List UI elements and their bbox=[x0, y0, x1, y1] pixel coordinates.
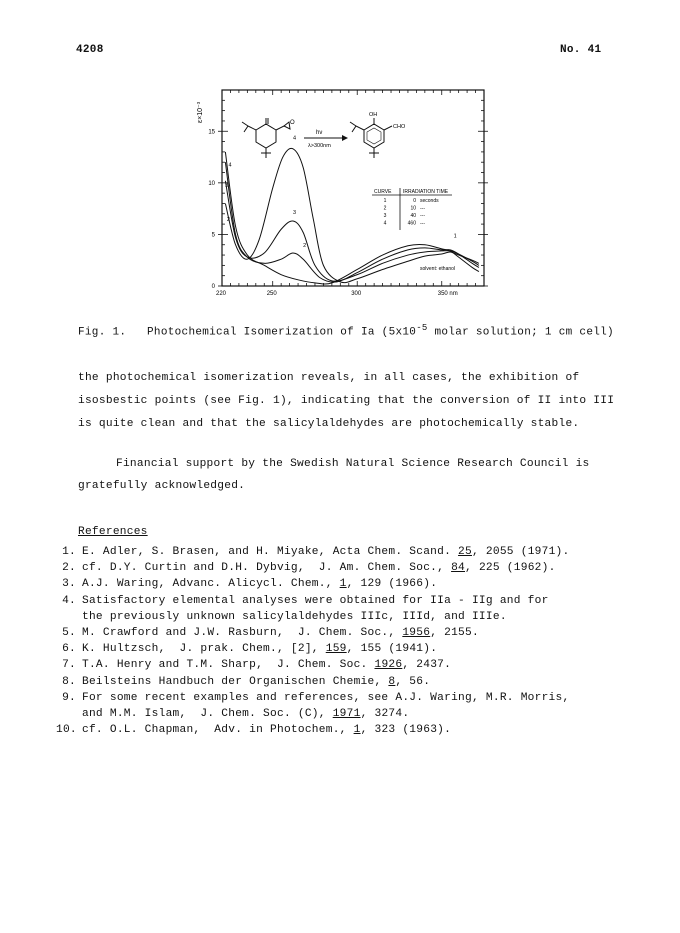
curve-label: 4 bbox=[292, 135, 297, 142]
reference-number: 3. bbox=[62, 578, 76, 591]
epoxide-o-label: O bbox=[290, 120, 295, 126]
curve-label-side: 2 bbox=[226, 217, 230, 224]
reference-text: the previously unknown salicylaldehydes IIIc, IIId, and IIIe. bbox=[82, 610, 507, 623]
legend-cell: 1 bbox=[383, 198, 387, 204]
table-header-curve: CURVE bbox=[374, 189, 392, 195]
reference-text: Beilsteins Handbuch der Organischen Chemie, bbox=[82, 675, 389, 688]
references-heading: References bbox=[78, 526, 148, 538]
y-tick-labels bbox=[208, 129, 215, 290]
reference-text: K. Hultzsch, J. prak. Chem., [2], bbox=[82, 643, 326, 656]
reference-tail: , 3274. bbox=[360, 708, 410, 720]
uv-spectrum-figure bbox=[190, 78, 490, 310]
reference-item bbox=[56, 643, 437, 655]
caption-text: Photochemical Isomerization of Ia (5x10 bbox=[147, 326, 417, 339]
reference-tail: , 155 (1941). bbox=[346, 643, 438, 656]
legend-cell: 2 bbox=[383, 205, 387, 212]
y-tick-label: 15 bbox=[208, 129, 215, 136]
cho-label: CHO bbox=[393, 124, 406, 130]
reference-text: cf. D.Y. Curtin and D.H. Dybvig, J. Am. Chem. Soc., bbox=[82, 562, 452, 575]
legend-cell: 0 bbox=[413, 198, 416, 204]
spectrum-curve-1 bbox=[225, 152, 479, 284]
spectrum-curve-4 bbox=[225, 148, 479, 282]
reference-item bbox=[56, 659, 451, 671]
reference-text: A.J. Waring, Advanc. Alicycl. Chem., bbox=[82, 578, 340, 591]
reference-item bbox=[56, 546, 569, 558]
reactant-structure bbox=[242, 118, 290, 158]
reference-volume: 159 bbox=[325, 643, 347, 656]
legend-cell: 3 bbox=[383, 213, 387, 219]
reference-volume: 8 bbox=[388, 675, 396, 688]
product-structure bbox=[350, 118, 392, 158]
legend-cell: 10 bbox=[410, 205, 416, 212]
reference-text: T.A. Henry and T.M. Sharp, J. Chem. Soc. bbox=[82, 659, 375, 672]
reference-text: and M.M. Islam, J. Chem. Soc. (C), bbox=[82, 708, 333, 720]
reference-text: Satisfactory elemental analyses were obtained for IIa - IIg and for bbox=[82, 594, 549, 607]
curve-label: 1 bbox=[453, 233, 457, 240]
reference-number: 2. bbox=[62, 562, 76, 575]
reference-volume: 84 bbox=[451, 562, 466, 575]
y-tick-label: 10 bbox=[208, 180, 215, 187]
issue-number: No. 41 bbox=[560, 44, 602, 56]
reference-item bbox=[56, 708, 409, 720]
solvent-note: solvent: ethanol bbox=[420, 266, 456, 272]
reference-item bbox=[56, 692, 569, 704]
reaction-arrow bbox=[304, 135, 348, 141]
reference-item bbox=[56, 627, 479, 639]
legend-cell: 4 bbox=[383, 220, 387, 227]
page-number: 4208 bbox=[76, 44, 104, 56]
spectrum-curves bbox=[225, 148, 479, 284]
caption-text-end: molar solution; 1 cm cell) bbox=[427, 326, 614, 339]
reference-text: E. Adler, S. Brasen, and H. Miyake, Acta Chem. Scand. bbox=[82, 546, 459, 558]
legend-cell: 460 bbox=[407, 220, 416, 227]
arrow-label-top: hν bbox=[316, 130, 323, 136]
legend-cell: --- bbox=[420, 220, 425, 227]
reference-tail: , 56. bbox=[395, 675, 431, 688]
reference-item bbox=[56, 595, 549, 607]
reference-text: For some recent examples and references, see A.J. Waring, M.R. Morris, bbox=[82, 691, 570, 704]
curve-label: 2 bbox=[303, 242, 307, 249]
reference-item bbox=[56, 724, 451, 736]
reference-volume: 1 bbox=[353, 724, 361, 737]
reference-item bbox=[56, 611, 507, 623]
y-tick-label: 5 bbox=[211, 232, 215, 239]
acknowledgement-line: gratefully acknowledged. bbox=[78, 480, 246, 492]
reference-volume: 1956 bbox=[402, 627, 431, 639]
curve-label-side: 3 bbox=[225, 182, 229, 189]
x-tick-label: 250 bbox=[266, 291, 277, 297]
spectrum-curve-2 bbox=[225, 162, 479, 282]
caption-exponent: -5 bbox=[416, 323, 428, 333]
y-tick-label: 0 bbox=[211, 284, 215, 290]
acknowledgement-line: Financial support by the Swedish Natural Science Research Council is bbox=[116, 458, 590, 470]
body-line: the photochemical isomerization reveals, in all cases, the exhibition of bbox=[78, 372, 580, 384]
caption-label: Fig. 1. bbox=[78, 326, 127, 339]
reference-text: M. Crawford and J.W. Rasburn, J. Chem. Soc., bbox=[82, 627, 403, 639]
reference-item bbox=[56, 562, 556, 574]
x-tick-label: 350 nm bbox=[437, 291, 458, 297]
reference-number: 10. bbox=[56, 724, 77, 737]
figure-caption bbox=[78, 323, 614, 339]
oh-label: OH bbox=[369, 112, 378, 118]
reference-volume: 25 bbox=[458, 546, 472, 558]
body-line: isosbestic points (see Fig. 1), indicating that the conversion of II into III bbox=[78, 395, 615, 407]
reference-tail: , 2437. bbox=[402, 659, 452, 672]
curve-label-side: 4 bbox=[228, 162, 232, 169]
legend-table bbox=[372, 188, 452, 230]
curve-label: 3 bbox=[292, 209, 297, 216]
reference-number: 1. bbox=[62, 546, 76, 558]
reference-number: 9. bbox=[62, 691, 76, 704]
reference-tail: , 323 (1963). bbox=[360, 724, 452, 737]
reference-number: 6. bbox=[62, 643, 76, 656]
reference-item bbox=[56, 676, 430, 688]
legend-cell: 40 bbox=[410, 213, 416, 219]
reference-tail: , 2055 (1971). bbox=[471, 546, 570, 558]
legend-cell: --- bbox=[420, 213, 425, 219]
arrow-label-bottom: λ>300nm bbox=[308, 143, 331, 149]
x-tick-label: 220 bbox=[216, 291, 227, 297]
reference-number: 7. bbox=[62, 659, 76, 672]
reference-tail: , 225 (1962). bbox=[465, 562, 556, 575]
legend-cell: --- bbox=[420, 205, 425, 212]
reference-number: 4. bbox=[62, 594, 76, 607]
reference-text: cf. O.L. Chapman, Adv. in Photochem., bbox=[82, 724, 354, 737]
body-line: is quite clean and that the salicylaldehydes are photochemically stable. bbox=[78, 418, 580, 430]
legend-cell: seconds bbox=[420, 198, 439, 204]
reference-volume: 1 bbox=[339, 578, 347, 591]
y-axis-label: ε×10⁻³ bbox=[197, 101, 204, 123]
reference-tail: , 129 (1966). bbox=[346, 578, 438, 591]
reference-number: 8. bbox=[62, 675, 76, 688]
table-header-time: IRRADIATION TIME bbox=[403, 189, 449, 195]
reference-number: 5. bbox=[62, 627, 76, 639]
reference-volume: 1971 bbox=[332, 708, 361, 720]
reference-tail: , 2155. bbox=[430, 627, 479, 639]
reference-item bbox=[56, 578, 437, 590]
plot-frame bbox=[222, 90, 484, 286]
reference-volume: 1926 bbox=[374, 659, 403, 672]
x-tick-labels bbox=[216, 291, 458, 297]
x-tick-label: 300 bbox=[351, 291, 362, 297]
